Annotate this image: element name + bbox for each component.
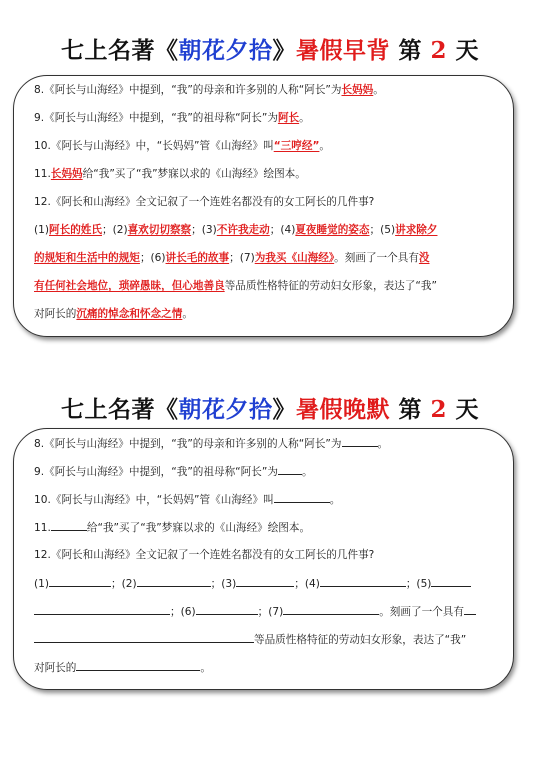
punctuation: 。 bbox=[200, 662, 211, 674]
item-label: ；(6) bbox=[139, 252, 166, 264]
title-bracket-open: 《 bbox=[154, 37, 179, 64]
answer-row-3 bbox=[34, 279, 507, 293]
blank-row-3 bbox=[34, 632, 507, 647]
item-label: ；(6) bbox=[170, 606, 196, 618]
title-bracket-close: 》 bbox=[272, 396, 296, 423]
answer-blank[interactable] bbox=[196, 604, 258, 615]
item-label: ；(7) bbox=[229, 252, 255, 264]
answer-row-4 bbox=[34, 307, 507, 321]
answer-text: “三哼经” bbox=[273, 140, 320, 152]
morning-answer-card bbox=[13, 75, 514, 337]
answer-text: 讲长毛的故事 bbox=[165, 252, 230, 264]
answer-blank[interactable] bbox=[431, 576, 471, 587]
item-label: ；(3) bbox=[210, 578, 237, 590]
punctuation: 。 bbox=[319, 140, 331, 152]
question-text: 12.《阿长和山海经》全文记叙了一个连姓名都没有的女工阿长的几件事? bbox=[34, 549, 375, 561]
question-11 bbox=[34, 520, 507, 535]
punctuation: 。 bbox=[301, 466, 313, 478]
item-label: (1) bbox=[34, 578, 50, 590]
title-day-suffix: 天 bbox=[455, 396, 480, 423]
question-text: 8.《阿长与山海经》中提到，“我”的母亲和许多别的人称“阿长”为 bbox=[34, 84, 342, 96]
item-label: ；(5) bbox=[369, 224, 396, 236]
question-12 bbox=[34, 548, 507, 562]
answer-text: 没 bbox=[418, 252, 430, 264]
blank-row-2 bbox=[34, 604, 507, 619]
question-text: 10.《阿长与山海经》中，“长妈妈”管《山海经》叫 bbox=[34, 494, 274, 506]
evening-quiz-card bbox=[13, 428, 514, 690]
question-text: 给“我”买了“我”梦寐以求的《山海经》绘图本。 bbox=[82, 168, 306, 180]
answer-blank[interactable] bbox=[278, 464, 302, 475]
item-label: ；(7) bbox=[257, 606, 284, 618]
title-book-name: 朝花夕拾 bbox=[178, 396, 273, 423]
question-text: 9.《阿长与山海经》中提到，“我”的祖母称“阿长”为 bbox=[34, 466, 278, 478]
answer-text: 阿长 bbox=[277, 112, 300, 124]
answer-row-1 bbox=[34, 223, 507, 237]
item-label: ；(2) bbox=[101, 224, 128, 236]
body-text: 。刻画了一个具有 bbox=[379, 606, 464, 618]
title-prefix: 七上名著 bbox=[60, 396, 155, 423]
question-text: 8.《阿长与山海经》中提到，“我”的母亲和许多别的人称“阿长”为 bbox=[34, 438, 342, 450]
answer-blank[interactable] bbox=[76, 660, 200, 671]
item-label: ；(2) bbox=[111, 578, 137, 590]
answer-text: 沉痛的悼念和怀念之情 bbox=[76, 308, 183, 320]
answer-blank[interactable] bbox=[236, 576, 294, 587]
body-text: 等品质性格特征的劳动妇女形象，表达了“我” bbox=[254, 634, 467, 646]
answer-blank[interactable] bbox=[274, 492, 330, 503]
answer-text: 长妈妈 bbox=[50, 168, 83, 180]
item-label: ；(4) bbox=[294, 578, 320, 590]
question-text: 给“我”买了“我”梦寐以求的《山海经》绘图本。 bbox=[86, 522, 311, 534]
answer-blank[interactable] bbox=[137, 576, 211, 587]
morning-title bbox=[0, 32, 540, 65]
answer-blank[interactable] bbox=[342, 436, 378, 447]
question-9 bbox=[34, 111, 507, 125]
answer-text: 喜欢切切察察 bbox=[127, 224, 192, 236]
question-11 bbox=[34, 167, 507, 181]
punctuation: 。 bbox=[373, 84, 384, 96]
body-text: 对阿长的 bbox=[34, 662, 77, 674]
body-text: 。刻画了一个具有 bbox=[334, 252, 419, 264]
question-12 bbox=[34, 195, 507, 209]
question-8 bbox=[34, 436, 507, 451]
answer-text: 阿长的姓氏 bbox=[49, 224, 102, 236]
item-label: ；(5) bbox=[405, 578, 432, 590]
title-book-name: 朝花夕拾 bbox=[178, 37, 273, 64]
answer-text: 的规矩和生活中的规矩 bbox=[34, 252, 140, 264]
question-number: 11. bbox=[34, 522, 51, 534]
answer-text: 为我买《山海经》 bbox=[254, 252, 335, 264]
answer-text: 不许我走动 bbox=[216, 224, 270, 236]
evening-title bbox=[0, 391, 540, 424]
question-8 bbox=[34, 83, 507, 97]
question-10 bbox=[34, 139, 507, 153]
punctuation: 。 bbox=[329, 494, 341, 506]
title-day-suffix: 天 bbox=[455, 37, 480, 64]
blank-row-1 bbox=[34, 576, 507, 591]
question-text: 12.《阿长和山海经》全文记叙了一个连姓名都没有的女工阿长的几件事? bbox=[34, 196, 375, 208]
answer-blank[interactable] bbox=[34, 604, 170, 615]
punctuation: 。 bbox=[299, 112, 310, 124]
answer-row-2 bbox=[34, 251, 507, 265]
title-day-number: 2 bbox=[430, 396, 448, 423]
answer-blank[interactable] bbox=[464, 604, 476, 615]
title-session: 暑假早背 bbox=[295, 37, 390, 64]
answer-blank[interactable] bbox=[320, 576, 406, 587]
item-label: (1) bbox=[34, 224, 50, 236]
punctuation: 。 bbox=[377, 438, 389, 450]
title-day-prefix: 第 bbox=[398, 396, 422, 423]
answer-text: 长妈妈 bbox=[341, 84, 374, 96]
question-text: 10.《阿长与山海经》中，“长妈妈”管《山海经》叫 bbox=[34, 140, 274, 152]
answer-text: 讲求除夕 bbox=[395, 224, 438, 236]
answer-text: 有任何社会地位，琐碎愚昧，但心地善良 bbox=[34, 280, 225, 292]
body-text: 等品质性格特征的劳动妇女形象，表达了“我” bbox=[224, 280, 437, 292]
question-text: 9.《阿长与山海经》中提到，“我”的祖母称“阿长”为 bbox=[34, 112, 278, 124]
answer-blank[interactable] bbox=[283, 604, 379, 615]
answer-blank[interactable] bbox=[51, 520, 87, 531]
blank-row-4 bbox=[34, 660, 507, 675]
answer-blank[interactable] bbox=[49, 576, 111, 587]
question-number: 11. bbox=[34, 168, 51, 180]
title-bracket-close: 》 bbox=[272, 37, 296, 64]
title-bracket-open: 《 bbox=[154, 396, 179, 423]
punctuation: 。 bbox=[182, 308, 193, 320]
answer-text: 夏夜睡觉的姿态 bbox=[295, 224, 370, 236]
title-session: 暑假晚默 bbox=[295, 396, 390, 423]
body-text: 对阿长的 bbox=[34, 308, 77, 320]
item-label: ；(4) bbox=[269, 224, 296, 236]
question-10 bbox=[34, 492, 507, 507]
item-label: ；(3) bbox=[191, 224, 217, 236]
answer-blank[interactable] bbox=[34, 632, 254, 643]
title-day-number: 2 bbox=[430, 37, 448, 64]
question-9 bbox=[34, 464, 507, 479]
title-prefix: 七上名著 bbox=[60, 37, 155, 64]
title-day-prefix: 第 bbox=[398, 37, 422, 64]
